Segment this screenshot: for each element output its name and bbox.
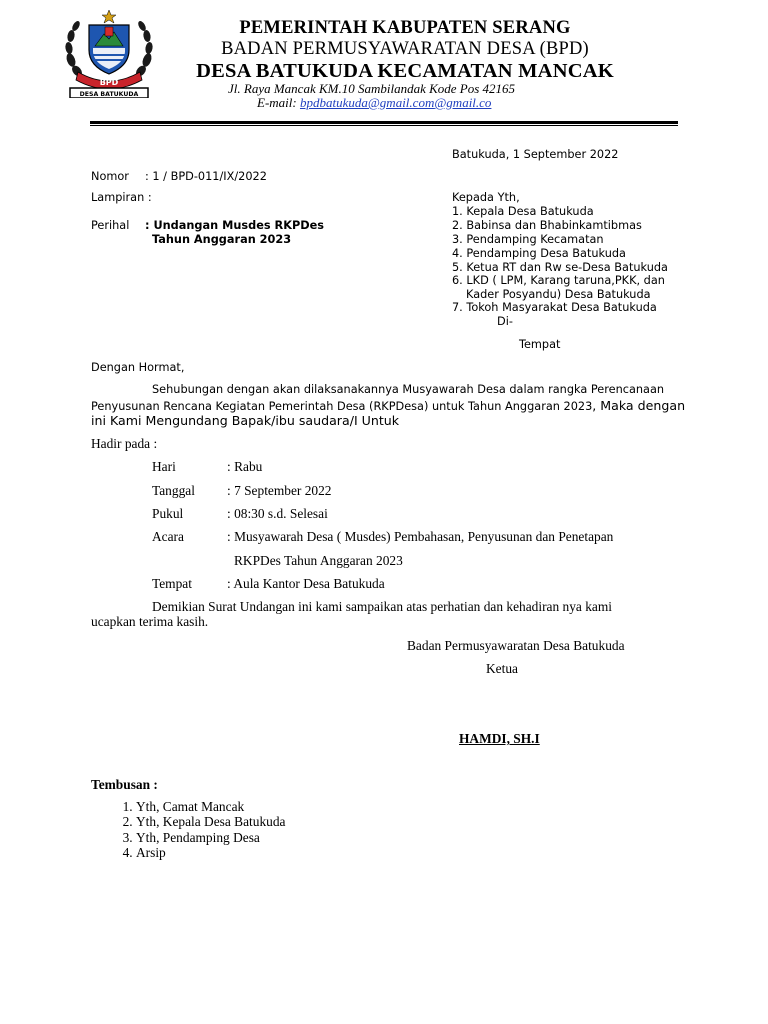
body-paragraph-segment: , Maka dengan: [592, 398, 686, 413]
email-link-suffix[interactable]: @gmail.co: [434, 95, 492, 110]
closing-line: Demikian Surat Undangan ini kami sampaikan atas perhatian dan kehadiran nya kami: [152, 599, 612, 614]
body-paragraph-line: [91, 398, 685, 413]
header-rule-thin: [90, 125, 678, 126]
signature-role: Ketua: [486, 661, 518, 676]
star-icon: [102, 10, 116, 23]
signature-name: HAMDI, SH.I: [459, 731, 540, 746]
header-rule-thick: [90, 121, 678, 124]
email-link[interactable]: bpdbatukuda@gmail.com: [299, 95, 435, 110]
pukul-label: Pukul: [152, 506, 184, 521]
body-paragraph-segment: Penyusunan Rencana Kegiatan Pemerintah Desa (RKPDesa) untuk Tahun Anggaran 2023: [91, 400, 593, 413]
closing-line: ucapkan terima kasih.: [91, 614, 209, 629]
tembusan-list: [91, 799, 285, 861]
acara-label: Acara: [152, 529, 184, 544]
list-item: 1. Yth, Camat Mancak: [136, 799, 285, 814]
recipient-item-continued: Kader Posyandu) Desa Batukuda: [466, 288, 651, 301]
wreath-right-icon: [134, 20, 153, 78]
recipient-item: 6. LKD ( LPM, Karang taruna,PKK, dan: [452, 274, 665, 287]
acara-value-continued: RKPDes Tahun Anggaran 2023: [234, 553, 403, 568]
recipient-item: 7. Tokoh Masyarakat Desa Batukuda: [452, 301, 657, 314]
logo-bpd-text: BPD: [99, 78, 119, 87]
hari-value: : Rabu: [227, 459, 263, 474]
header-email: [257, 95, 491, 111]
body-paragraph-line: Sehubungan dengan akan dilaksanakannya Musyawarah Desa dalam rangka Perencanaan: [152, 383, 665, 396]
recipient-item: 2. Babinsa dan Bhabinkamtibmas: [452, 219, 642, 232]
bpd-logo: [62, 8, 156, 98]
tanggal-label: Tanggal: [152, 483, 195, 498]
header-line-government: PEMERINTAH KABUPATEN SERANG: [239, 18, 571, 38]
list-item: 3. Yth, Pendamping Desa: [136, 830, 285, 845]
tanggal-value: : 7 September 2022: [227, 483, 332, 498]
acara-value: : Musyawarah Desa ( Musdes) Pembahasan, Penyusunan dan Penetapan: [227, 529, 614, 544]
perihal-label: Perihal: [91, 219, 130, 232]
body-paragraph-line: ini Kami Mengundang Bapak/ibu saudara/I Untuk: [91, 413, 400, 428]
email-label: E-mail:: [257, 95, 300, 110]
letter-date: Batukuda, 1 September 2022: [452, 148, 619, 161]
list-item: 2. Yth, Kepala Desa Batukuda: [136, 814, 285, 829]
hadir-label: Hadir pada :: [91, 436, 158, 451]
recipient-item: 5. Ketua RT dan Rw se-Desa Batukuda: [452, 261, 668, 274]
signature-org: Badan Permusyawaratan Desa Batukuda: [407, 638, 625, 653]
perihal-line-1: : Undangan Musdes RKPDes: [145, 219, 325, 232]
nomor-label: Nomor: [91, 170, 129, 183]
list-item: 4. Arsip: [136, 845, 285, 860]
recipients-intro: Kepada Yth,: [452, 191, 520, 204]
recipients-tempat: Tempat: [519, 338, 561, 351]
recipients-di: Di-: [497, 315, 513, 328]
perihal-line-2: Tahun Anggaran 2023: [152, 233, 292, 246]
header-line-bpd: BADAN PERMUSYAWARATAN DESA (BPD): [221, 39, 589, 59]
tempat-label: Tempat: [152, 576, 192, 591]
tempat-value: : Aula Kantor Desa Batukuda: [227, 576, 385, 591]
recipient-item: 1. Kepala Desa Batukuda: [452, 205, 594, 218]
hari-label: Hari: [152, 459, 176, 474]
lampiran-label: Lampiran :: [91, 191, 152, 204]
recipient-item: 4. Pendamping Desa Batukuda: [452, 247, 626, 260]
header-line-village: DESA BATUKUDA KECAMATAN MANCAK: [196, 60, 614, 82]
header-address: Jl. Raya Mancak KM.10 Sambilandak Kode Pos 42165: [228, 81, 516, 96]
nomor-value: : 1 / BPD-011/IX/2022: [145, 170, 267, 183]
pukul-value: : 08:30 s.d. Selesai: [227, 506, 328, 521]
logo-desa-text: DESA BATUKUDA: [79, 91, 139, 98]
recipient-item: 3. Pendamping Kecamatan: [452, 233, 604, 246]
wreath-left-icon: [65, 20, 84, 78]
tembusan-title: Tembusan :: [91, 777, 158, 792]
salutation: Dengan Hormat,: [91, 361, 185, 374]
